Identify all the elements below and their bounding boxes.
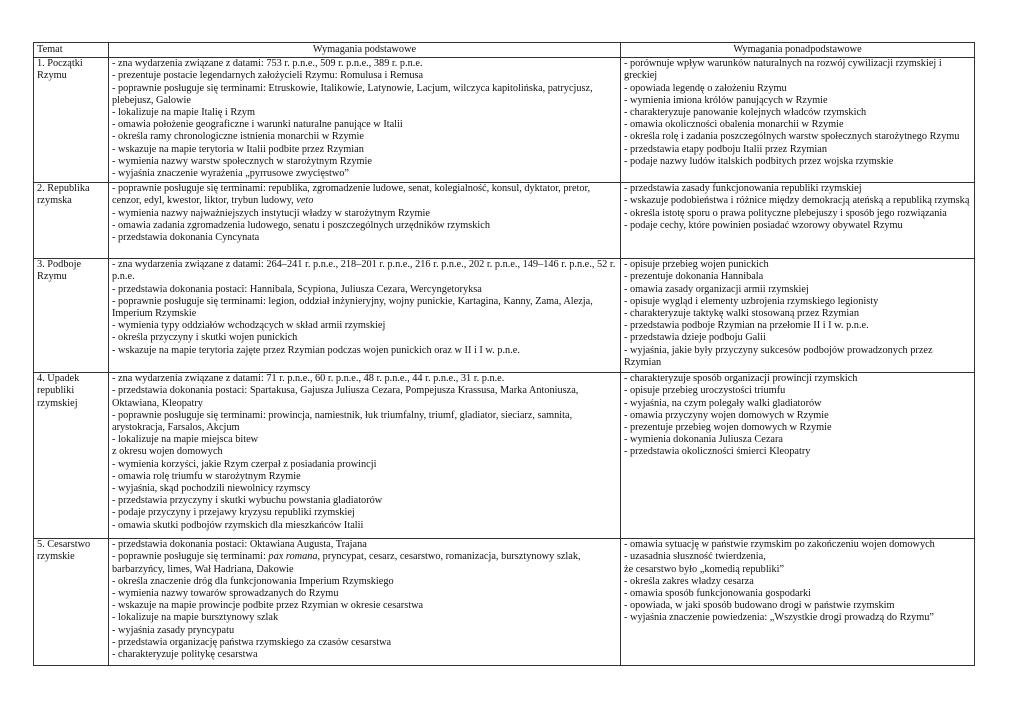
list-item: - wyjaśnia, skąd pochodzili niewolnicy rzymscy bbox=[112, 483, 311, 495]
list-item: - wymienia nazwy towarów sprowadzanych do Rzymu bbox=[112, 588, 339, 600]
list-item: - wyjaśnia znaczenie powiedzenia: „Wszystkie drogi prowadzą do Rzymu” bbox=[624, 612, 934, 624]
terms-italic: veto bbox=[296, 195, 314, 207]
list-item: - zna wydarzenia związane z datami: 71 r. p.n.e., 60 r. p.n.e., 48 r. p.n.e., 44 r. p.n.e., 31 r. p.n.e. bbox=[112, 373, 505, 385]
list-item bbox=[112, 551, 617, 575]
topic-text: 5. Cesarstwo rzymskie bbox=[37, 539, 91, 563]
list-item: - przedstawia dzieje podboju Galii bbox=[624, 332, 766, 344]
table-row bbox=[34, 539, 975, 666]
topic-text: 2. Republika rzymska bbox=[37, 183, 90, 207]
list-item: - przedstawia etapy podboju Italii przez Rzymian bbox=[624, 143, 828, 155]
basic-cell bbox=[109, 259, 621, 373]
terms-text: - poprawnie posługuje się terminami: bbox=[112, 551, 269, 563]
list-item: - przedstawia okoliczności śmierci Kleopatry bbox=[624, 446, 811, 458]
list-item: - omawia zadania zgromadzenia ludowego, senatu i poszczególnych urzędników rzymskich bbox=[112, 219, 490, 231]
list-item: - przedstawia organizację państwa rzymskiego za czasów cesarstwa bbox=[112, 636, 392, 648]
list-item bbox=[112, 183, 617, 207]
list-item: że cesarstwo było „komedią republiki” bbox=[624, 563, 785, 575]
header-topic: Temat bbox=[34, 43, 109, 58]
list-item: - wymienia imiona królów panujących w Rzymie bbox=[624, 94, 828, 106]
list-item: - omawia okoliczności obalenia monarchii w Rzymie bbox=[624, 119, 844, 131]
list-item: - wskazuje na mapie prowincje podbite przez Rzymian w okresie cesarstwa bbox=[112, 600, 424, 612]
list-item: - lokalizuje na mapie bursztynowy szlak bbox=[112, 612, 279, 624]
header-advanced: Wymagania ponadpodstawowe bbox=[621, 43, 975, 58]
list-item: - podaje nazwy ludów italskich podbitych przez wojska rzymskie bbox=[624, 155, 894, 167]
list-item: - lokalizuje na mapie Italię i Rzym bbox=[112, 107, 255, 119]
list-item: - wyjaśnia znaczenie wyrażenia „pyrrusowe zwycięstwo” bbox=[112, 168, 349, 180]
list-item: - wskazuje na mapie terytoria w Italii podbite przez Rzymian bbox=[112, 143, 364, 155]
list-item: - opisuje przebieg wojen punickich bbox=[624, 259, 769, 271]
list-item: - określa znaczenie dróg dla funkcjonowania Imperium Rzymskiego bbox=[112, 575, 394, 587]
list-item: - prezentuje przebieg wojen domowych w Rzymie bbox=[624, 422, 832, 434]
list-item: - przedstawia dokonania postaci: Spartakusa, Gajusza Juliusza Cezara, Pompejusza Krassusa, Marka Antoniusza, Oktawiana, Kleopatry bbox=[112, 385, 579, 409]
topic-cell bbox=[34, 539, 109, 666]
list-item: - poprawnie posługuje się terminami: Etruskowie, Italikowie, Latynowie, Lacjum, wilczyca kapitolińska, patrycjusz, plebejusz, Galowie bbox=[112, 82, 593, 106]
list-item: - prezentuje postacie legendarnych założycieli Rzymu: Romulusa i Remusa bbox=[112, 70, 424, 82]
terms-italic: pax romana bbox=[268, 551, 318, 563]
terms-text-rest: , pryncypat, cesarz, cesarstwo, romanizacja, bursztynowy szlak, barbarzyńcy, limes, Wał Hadriana, Dakowie bbox=[112, 551, 581, 575]
list-item: - wyjaśnia zasady pryncypatu bbox=[112, 624, 235, 636]
advanced-cell bbox=[621, 58, 975, 183]
advanced-cell bbox=[621, 539, 975, 666]
advanced-cell bbox=[621, 183, 975, 259]
table-row bbox=[34, 373, 975, 539]
topic-cell bbox=[34, 183, 109, 259]
advanced-cell bbox=[621, 259, 975, 373]
basic-cell bbox=[109, 183, 621, 259]
list-item: - omawia zasady organizacji armii rzymskiej bbox=[624, 283, 809, 295]
list-item: - podaje cechy, które powinien posiadać wzorowy obywatel Rzymu bbox=[624, 219, 903, 231]
list-item: - charakteryzuje politykę cesarstwa bbox=[112, 649, 258, 661]
list-item: - określa istotę sporu o prawa polityczne plebejuszy i sposób jego rozwiązania bbox=[624, 207, 947, 219]
list-item: - wymienia nazwy najważniejszych instytucji władzy w starożytnym Rzymie bbox=[112, 207, 430, 219]
header-row bbox=[34, 43, 975, 58]
list-item: - określa przyczyny i skutki wojen punickich bbox=[112, 332, 298, 344]
list-item: - przedstawia podboje Rzymian na przełomie II i I w. p.n.e. bbox=[624, 320, 869, 332]
list-item: - charakteryzuje taktykę walki stosowaną przez Rzymian bbox=[624, 308, 860, 320]
list-item: - wymienia typy oddziałów wchodzących w skład armii rzymskiej bbox=[112, 320, 386, 332]
list-item: - wyjaśnia, na czym polegały walki gladiatorów bbox=[624, 397, 822, 409]
list-item: - przedstawia zasady funkcjonowania republiki rzymskiej bbox=[624, 183, 862, 195]
list-item: - omawia sposób funkcjonowania gospodarki bbox=[624, 588, 812, 600]
list-item: - przedstawia dokonania postaci: Hannibala, Scypiona, Juliusza Cezara, Wercyngetoryksa bbox=[112, 283, 482, 295]
list-item: - charakteryzuje sposób organizacji prowincji rzymskich bbox=[624, 373, 858, 385]
list-item: - charakteryzuje panowanie kolejnych władców rzymskich bbox=[624, 107, 867, 119]
basic-cell bbox=[109, 539, 621, 666]
list-item: - poprawnie posługuje się terminami: legion, oddział inżynieryjny, wojny punickie, Kartagina, Kanny, Zama, Alezja, Imperium Rzymskie bbox=[112, 295, 593, 320]
list-item: - opowiada, w jaki sposób budowano drogi w państwie rzymskim bbox=[624, 600, 895, 612]
list-item: - omawia przyczyny wojen domowych w Rzymie bbox=[624, 409, 829, 421]
topic-text: 4. Upadek republiki rzymskiej bbox=[37, 373, 80, 409]
list-item: - opisuje przebieg uroczystości triumfu bbox=[624, 385, 786, 397]
topic-text: 3. Podboje Rzymu bbox=[37, 259, 82, 283]
table-row bbox=[34, 259, 975, 373]
table-row bbox=[34, 58, 975, 183]
topic-cell bbox=[34, 259, 109, 373]
header-basic: Wymagania podstawowe bbox=[109, 43, 621, 58]
list-item: - przedstawia przyczyny i skutki wybuchu powstania gladiatorów bbox=[112, 495, 383, 507]
list-item: - wyjaśnia, jakie były przyczyny sukcesów podbojów prowadzonych przez Rzymian bbox=[624, 344, 933, 368]
list-item: - wymienia korzyści, jakie Rzym czerpał z posiadania prowincji bbox=[112, 458, 377, 470]
terms-text: - poprawnie posługuje się terminami: republika, zgromadzenie ludowe, senat, kolegialność, konsul, dyktator, pretor, cenzor, edyl, kwestor, liktor, trybun ludowy, bbox=[112, 183, 591, 207]
list-item: - omawia położenie geograficzne i warunki naturalne panujące w Italii bbox=[112, 119, 403, 131]
list-item: - prezentuje dokonania Hannibala bbox=[624, 271, 764, 283]
list-item: - wymienia nazwy warstw społecznych w starożytnym Rzymie bbox=[112, 155, 372, 167]
list-item: - opowiada legendę o założeniu Rzymu bbox=[624, 82, 787, 94]
basic-cell bbox=[109, 58, 621, 183]
list-item: - podaje przyczyny i przejawy kryzysu republiki rzymskiej bbox=[112, 507, 355, 519]
list-item: - omawia sytuację w państwie rzymskim po zakończeniu wojen domowych bbox=[624, 539, 935, 551]
list-item: - wymienia dokonania Juliusza Cezara bbox=[624, 434, 783, 446]
table-row bbox=[34, 183, 975, 259]
advanced-cell bbox=[621, 373, 975, 539]
list-item: - porównuje wpływ warunków naturalnych na rozwój cywilizacji rzymskiej i greckiej bbox=[624, 58, 942, 82]
list-item: z okresu wojen domowych bbox=[112, 446, 223, 458]
requirements-table bbox=[33, 42, 975, 666]
topic-text: 1. Początki Rzymu bbox=[37, 58, 83, 82]
topic-cell bbox=[34, 58, 109, 183]
topic-cell bbox=[34, 373, 109, 539]
list-item: - zna wydarzenia związane z datami: 264–241 r. p.n.e., 218–201 r. p.n.e., 216 r. p.n.e., 202 r. p.n.e., 149–146 r. p.n.e., 52 r. p.n.e. bbox=[112, 259, 616, 283]
list-item: - określa zakres władzy cesarza bbox=[624, 575, 754, 587]
basic-cell bbox=[109, 373, 621, 539]
list-item: - omawia rolę triumfu w starożytnym Rzymie bbox=[112, 470, 301, 482]
list-item: - zna wydarzenia związane z datami: 753 r. p.n.e., 509 r. p.n.e., 389 r. p.n.e. bbox=[112, 58, 423, 70]
list-item: - przedstawia dokonania postaci: Oktawiana Augusta, Trajana bbox=[112, 539, 367, 551]
list-item: - przedstawia dokonania Cyncynata bbox=[112, 232, 260, 244]
list-item: - poprawnie posługuje się terminami: prowincja, namiestnik, łuk triumfalny, triumf, gladiator, sieciarz, samnita, arystokracja, Farsalos, Akcjum bbox=[112, 409, 573, 434]
list-item: - uzasadnia słuszność twierdzenia, bbox=[624, 551, 766, 563]
list-item: - opisuje wygląd i elementy uzbrojenia rzymskiego legionisty bbox=[624, 295, 879, 307]
list-item: - lokalizuje na mapie miejsca bitew bbox=[112, 434, 259, 446]
list-item: - określa rolę i zadania poszczególnych warstw społecznych starożytnego Rzymu bbox=[624, 131, 960, 143]
list-item: - wskazuje podobieństwa i różnice między demokracją ateńską a republiką rzymską bbox=[624, 195, 970, 207]
list-item: - omawia skutki podbojów rzymskich dla mieszkańców Italii bbox=[112, 519, 364, 531]
list-item: - wskazuje na mapie terytoria zajęte przez Rzymian podczas wojen punickich oraz w II i I w. p.n.e. bbox=[112, 344, 520, 356]
list-item: - określa ramy chronologiczne istnienia monarchii w Rzymie bbox=[112, 131, 364, 143]
